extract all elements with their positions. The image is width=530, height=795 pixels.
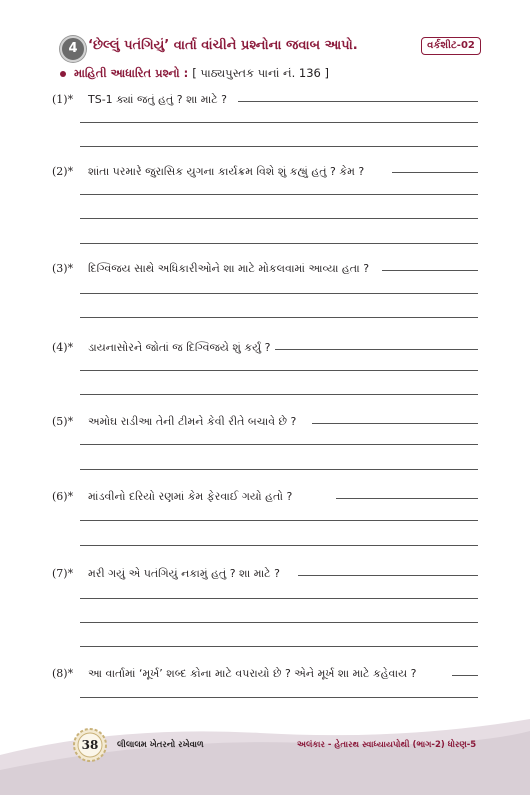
answer-line[interactable]	[452, 675, 478, 676]
answer-line[interactable]	[312, 423, 478, 424]
footer-chapter-title: લીલાલમ ખેતરનો રખેવાળ	[117, 740, 204, 750]
answer-line[interactable]	[80, 194, 478, 195]
page-number: 38	[81, 738, 99, 752]
answer-line[interactable]	[80, 122, 478, 123]
question-text: TS-1 ક્યાં જતું હતું ? શા માટે ?	[88, 93, 227, 106]
answer-line[interactable]	[80, 697, 478, 698]
question-text: માંડવીનો દરિયો રણમાં કેમ ફેરવાઈ ગયો હતો ?	[88, 490, 293, 503]
section-label: માહિતી આધારિત પ્રશ્નો :	[74, 66, 189, 80]
question-number: (3)*	[52, 262, 74, 275]
bullet-icon	[60, 71, 66, 77]
answer-line[interactable]	[298, 575, 478, 576]
answer-line[interactable]	[80, 293, 478, 294]
question-text: આ વાર્તામાં ‘મૂર્ખ’ શબ્દ કોના માટે વપરાયો છે ? એને મૂર્ખ શા માટે કહેવાય ?	[88, 667, 417, 680]
answer-line[interactable]	[80, 218, 478, 219]
question-number: (5)*	[52, 415, 74, 428]
answer-line[interactable]	[80, 469, 478, 470]
answer-line[interactable]	[382, 270, 478, 271]
answer-line[interactable]	[80, 520, 478, 521]
answer-line[interactable]	[80, 146, 478, 147]
textbook-reference: [ પાઠ્યપુસ્તક પાનાં નં. 136 ]	[192, 66, 330, 80]
question-text: ડાયનાસોરને જોતાં જ દિગ્વિજયે શું કર્યું ?	[88, 341, 271, 354]
exercise-title: ‘છેલ્લું પતંગિયું’ વાર્તા વાંચીને પ્રશ્નોના જવાબ આપો.	[88, 38, 358, 53]
question-text: મરી ગયું એ પતંગિયું નકામું હતું ? શા માટે ?	[88, 567, 280, 580]
question-text: અમોઘ રાડીઆ તેની ટીમને કેવી રીતે બચાવે છે ?	[88, 415, 297, 428]
answer-line[interactable]	[80, 317, 478, 318]
answer-line[interactable]	[80, 598, 478, 599]
answer-line[interactable]	[80, 545, 478, 546]
answer-line[interactable]	[336, 498, 478, 499]
answer-line[interactable]	[392, 172, 478, 173]
question-number: (4)*	[52, 341, 74, 354]
question-number: (1)*	[52, 93, 74, 106]
question-text: દિગ્વિજય સાથે અધિકારીઓને શા માટે મોકલવામાં આવ્યા હતા ?	[88, 262, 370, 275]
question-number: (7)*	[52, 567, 74, 580]
answer-line[interactable]	[275, 349, 478, 350]
answer-line[interactable]	[80, 394, 478, 395]
question-number: (6)*	[52, 490, 74, 503]
answer-line[interactable]	[80, 622, 478, 623]
answer-line[interactable]	[80, 646, 478, 647]
worksheet-header	[0, 0, 530, 90]
answer-line[interactable]	[238, 101, 478, 102]
footer-book-title: અલંકાર - હેતારથ સ્વાધ્યાયપોથી (ભાગ-2) ધોરણ-5	[297, 740, 477, 750]
exercise-number-badge: 4	[60, 36, 86, 62]
section-heading	[60, 66, 329, 81]
answer-line[interactable]	[80, 444, 478, 445]
question-number: (8)*	[52, 667, 74, 680]
worksheet-tag: વર્કશીટ-02	[421, 37, 481, 55]
answer-line[interactable]	[80, 243, 478, 244]
answer-line[interactable]	[80, 370, 478, 371]
question-text: શાંતા પરમારે જુરાસિક યુગના કાર્યક્રમ વિશે શું કહ્યું હતું ? કેમ ?	[88, 165, 365, 178]
question-number: (2)*	[52, 165, 74, 178]
